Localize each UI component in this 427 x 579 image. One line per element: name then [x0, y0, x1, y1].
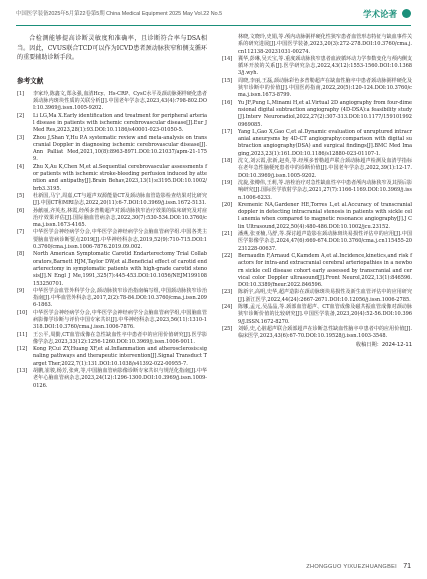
reference-text: 杜新国,马宁,周嘉,CT与超声双源能量CT及颈动脉血管造影检查结果对比研究[J].中国CT和MRI杂志,2022,20(11):6-7.DOI:10.3969/j.issn.1672-5131. — [33, 192, 207, 207]
reference-item — [17, 91, 207, 113]
reference-text: 周晓,李丽,王磊,颈动脉彩色多普勒超声在缺血性脑卒中患者颈动脉粥样硬化及狭窄诊断中的价值[J].中国医药指南,2022,20(5):120-124.DOI:10.3760/cma.j.issn.1673-8799. — [238, 77, 412, 99]
reference-number: [21] — [222, 231, 233, 238]
reference-text: Kong P,Cui ZY,Huang XF,et al.Inflammation and atherosclerosis:signaling pathways and therapeutic intervention[J].Signal Transduct Target Ther,2022,7(1):131.DOI:10.1038/s41392-022-00955-7. — [33, 346, 207, 367]
reference-number: [10] — [17, 309, 28, 316]
reference-text: Zhu X,Au K,Chen M,et al.Sequential cerebrovascular assessments for patients with ischemic stroke-bleeding perfusion induced by attention and antipathy[J].Brain Behav,2023,13(1):e3195.DOI:10.1002/brb3.3195. — [33, 163, 207, 192]
reference-text: 潘燕,张亚楠,马舒,等.探讨超声造影在颈动脉斑块易损性评估中的应用[J].中国医学影像学杂志,2024,47(6):669-674.DOI:10.3760/cma.j.cn115455-20231228-00637. — [238, 231, 412, 252]
reference-text: 陈新宇,高明,史华,超声造影在颈动脉斑块易损性及新生血管评估中的应用研究[J].浙江医学,2022,44(24):2667-2671.DOI:10.12056/j.issn.1006-2785. — [238, 289, 412, 303]
reference-item — [17, 288, 207, 310]
left-column — [17, 34, 207, 390]
page-footer — [16, 564, 411, 574]
reference-item — [222, 100, 412, 129]
received-date: 收稿日期：2024-12-11 — [355, 342, 412, 349]
reference-number: [16] — [222, 99, 233, 106]
reference-item — [17, 208, 207, 230]
reference-text: North American Symptomatic Carotid Endarterectomy Trial Collaborators,Barnett HJM,Taylor DW,et al.Beneficial effect of carotid endarterectomy in symptomatic patients with high-grade carotid stenosis[J].N Engl J Me,1991,325(7):445-453.DOI:10.1056/NEJM199108153250701. — [33, 251, 207, 287]
reference-text: Bernaudin F,Arnaud C,Kamdem A,et al.Incidence,kinetics,and risk factors for intra-and extracranial cerebral arteriopathies in a newborn sickle cell disease cohort early assessed by transcranial and cervical color Doppler ultrasound[J].Front Neurol,2022,13(1):846596.DOI:10.3389/fneur.2022.846596. — [238, 252, 412, 289]
reference-item — [222, 56, 412, 78]
reference-number: [19] — [222, 179, 233, 186]
journal-pinyin: ZHONGGUO YIXUEZHUANGBEI — [306, 564, 397, 570]
reference-number: [11] — [17, 331, 28, 338]
reference-number: [25] — [222, 325, 233, 332]
references-list-right — [222, 34, 412, 340]
reference-number: [15] — [222, 77, 233, 84]
reference-item — [222, 326, 412, 341]
section-badge-icon — [402, 9, 411, 18]
reference-item — [222, 231, 412, 253]
references-list-left — [17, 91, 207, 390]
page-number: 71 — [403, 563, 411, 570]
reference-text: 孙献丽,齐英杰,林霞,经颅多普勒超声对颈动脉狭窄治疗效果的临床研究及对症治疗效果评估[J].国际脑血管病杂志,2022,30(7):530-534.DOI:10.3760/cma.j.issn.1673-4165. — [33, 207, 207, 229]
reference-number: [8] — [17, 251, 25, 258]
reference-item — [17, 113, 207, 135]
references-title: 参考文献 — [17, 76, 44, 85]
reference-text: 中华医学会神经病学分会,中华医学会神经病学分会脑血管病学组.中国各类主要脑血管病诊断要点2019[J].中华神经科杂志,2019,52(9):710-715.DOI:10.3760/cma.j.issn.1006-7876.2019.09.002. — [33, 229, 207, 251]
reference-text: 中华医学会神经病学分会,中华医学会神经病学分会脑血管病学组,中国脑血管病影像学诊断与评价中国专家共识[J].中华神经科杂志,2023,56(11):1310-1318.DOI:10.3760/cma.j.issn.1006-7876. — [33, 309, 207, 331]
reference-text: 胡鹏,崔骏,杨芳,张爽,等,中国脑血管病影像诊断专家共识与规范化指南[J].中华老年心脑血管病杂志,2023,24(12):1296-1300.DOI:10.3969/j.issn.1009-0126. — [33, 368, 207, 389]
reference-text: 冀华,彭琳,吴天宝,等.重度颈动脉狭窄患者血液循环动力学参数变化与颅内侧支循环开放的关系[J].医学研究杂志,2022,43(12):1553-1560.DOI:10.13683/j.wyh. — [238, 55, 412, 77]
reference-text: 沈旋,张樽伟,王莉,等.溶栓治疗对急性缺血性卒中患者颅内动脉狭窄及其预后影响研究[J].国际医学放射学杂志,2021,27(7):1166-1169.DOI:10.3969/j.issn.1006-6233. — [238, 179, 412, 201]
intro-paragraph: 合检测能够提高诊断灵敏度和准确率，且诊断符合率与DSA相当。因此，CVUS联合TCD可以作为ICVD患者颈动脉狭窄和侧支循环的重要辅助诊断手段。 — [17, 35, 207, 62]
reference-text: 林晓,文晓玲,史娟,等.颅内动脉粥样硬化性狭窄患者血管形态特征与缺血事件关系的研究进展[J].中国医学装备,2023,20(3):272-278.DOI:10.3760/cma.j.cn112138-20231031-00274. — [238, 34, 412, 55]
reference-item — [17, 251, 207, 287]
reference-item — [222, 129, 412, 158]
reference-number: [1] — [17, 90, 25, 97]
reference-item — [222, 289, 412, 304]
reference-number: [4] — [17, 163, 25, 170]
reference-number: [20] — [222, 201, 233, 208]
reference-item — [17, 346, 207, 368]
reference-item — [17, 135, 207, 164]
reference-number: [12] — [17, 346, 28, 353]
reference-text: Kremenic NA,Gardener HE,Torres L,et al.Accuracy of transcranial doppler in detecting intracranial stenosis in patients with sickle cell anemia when compared to magnetic resonance angiography[J].J Clin Ultrasound,2022,50(4):480-486.DOI:10.1002/jcu.23152. — [238, 201, 412, 230]
reference-text: 李家玲,陈鑫文,郑永强,血清Hcy、Hs-CRP、CysC水平及颈动脉粥样硬化患者颈动脉内斑块性质的关联分析[J].中国老年学杂志,2023,43(4):798-802.DOI:10.3969/j.issn.1005-9202. — [33, 90, 207, 112]
reference-number: [6] — [17, 207, 25, 214]
reference-item — [17, 193, 207, 208]
reference-text: Yang L,Gao X,Gao C,et al.Dynamic evaluation of unruptured intracranial aneurysms by 4D-CT angiography:comparison with digital subtraction angiography(DSA) and surgical findings[J].BMC Med Imaging,2023,23(1):161.DOI:10.1186/s12880-023-01107-1. — [238, 128, 412, 157]
reference-number: [24] — [222, 303, 233, 310]
reference-number: [2] — [17, 112, 25, 119]
reference-item — [17, 310, 207, 332]
reference-number: [13] — [17, 368, 28, 375]
reference-item — [222, 78, 412, 100]
reference-text: Li LG,Ma X.Early identification and treatment for peripheral arterial disease in patients with ischemic cerebrovascular disease[J].Eur J Med Res,2023,28(1):93.DOI:10.1186/s40001-023-01050-5. — [33, 112, 207, 134]
reference-item — [222, 34, 412, 56]
reference-text: 刘娇,史,心脏超声联合颈部超声在诊断急性缺血性脑卒中患者中的应用价值[J].临床医学,2023,43(6):67-70.DOI:10.19528/j.issn.1003-3548. — [238, 325, 412, 340]
reference-item — [17, 332, 207, 347]
section-badge: 学术论著 — [362, 10, 397, 20]
journal-header-line: 中国医学装备2025年5月第22卷第5期 China Medical Equipment 2025 May Vol.22 No.5 — [16, 11, 223, 17]
reference-item — [222, 304, 412, 326]
reference-text: Zhou J,Shan Y,Hu P.A systematic review and meta-analysis on transcranial Doppler in diagnosing ischemic cerebrovascular disease[J].Ann Palliat Med,2021,10(8):8963-8971.DOI:10.21037/apm-21-1759. — [33, 134, 207, 163]
reference-number: [18] — [222, 158, 233, 165]
page-header — [16, 8, 411, 26]
reference-number: [5] — [17, 192, 25, 199]
reference-text: 王公平,周勤,CT血管成像在急性缺血性卒中患者中的应用价值研究[J].医学影像学杂志,2023,33(12):1256-1260.DOI:10.3969/j.issn.1006-9011. — [33, 331, 207, 345]
reference-item — [222, 158, 412, 180]
reference-item — [17, 229, 207, 251]
right-column — [222, 34, 412, 348]
reference-number: [14] — [222, 55, 233, 62]
reference-item — [222, 180, 412, 202]
reference-item — [222, 202, 412, 231]
reference-item — [17, 164, 207, 193]
reference-text: Yu JF,Pung L,Minami H,et al.Virtual 2D angiography from four-dimensional digital subtraction angiography (4D-DSA):a feasibility study[J].Interv Neuroradiol,2022,27(2):307-313.DOI:10.1177/1591019920969085. — [238, 99, 412, 128]
header-divider — [16, 25, 411, 26]
reference-number: [23] — [222, 289, 233, 296]
reference-number: [9] — [17, 287, 25, 294]
reference-text: 中华医学会血管外科学分会,颈动脉狭窄诊治指南编写组,中国颈动脉狭窄诊治指南[J].中华血管外科杂志,2017,2(2):78-84.DOI:10.3760/cma.j.issn.2096-1863. — [33, 287, 207, 309]
reference-number: [17] — [222, 128, 233, 135]
reference-number: [3] — [17, 134, 25, 141]
reference-item — [17, 368, 207, 390]
reference-number: [22] — [222, 252, 233, 259]
reference-item — [222, 253, 412, 289]
reference-text: 沈文,刘云霞,张新,赵英,等.经颅多普勒超声联合颈动脉超声检测及血清学指标在老年急性脑梗死患者中的诊断价值[J].中国老年学杂志,2022,39(1):12-17.DOI:10.3969/j.issn.1005-9202. — [238, 158, 412, 179]
reference-text: 陈娜,孟元,吴晶晶,等.颈部血管超声、CT血管成像及磁共振血管成像对颈动脉狭窄诊断价值的比较研究[J].中国医学装备,2023,20(4):52-56.DOI:10.3969/J.ISSN.1672-8270. — [238, 303, 412, 325]
reference-number: [7] — [17, 229, 25, 236]
body-text — [17, 34, 207, 63]
